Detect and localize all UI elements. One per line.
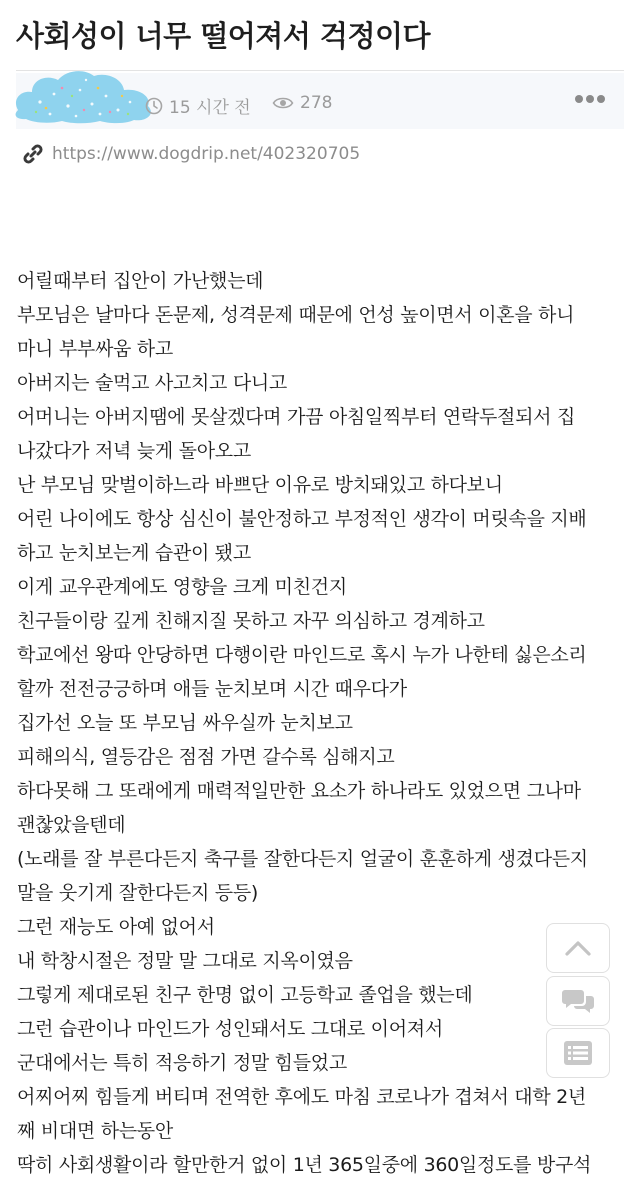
body-line: 내 학창시절은 정말 말 그대로 지옥이였음: [17, 950, 353, 972]
body-line: 어릴때부터 집안이 가난했는데: [17, 270, 264, 292]
body-line: 딱히 사회생활이라 할만한거 없이 1년 365일중에 360일정도를 방구석: [17, 1154, 592, 1176]
body-line: 이게 교우관계에도 영향을 크게 미친건지: [17, 576, 347, 598]
comments-button[interactable]: [546, 976, 610, 1026]
scroll-top-button[interactable]: [546, 923, 610, 973]
body-line: 째 비대면 하는동안: [17, 1120, 173, 1142]
body-line: 할까 전전긍긍하며 애들 눈치보며 시간 때우다가: [17, 678, 407, 700]
post-title: 사회성이 너무 떨어져서 걱정이다: [16, 19, 430, 53]
chevron-up-icon: [564, 939, 592, 957]
link-icon: [22, 143, 44, 165]
body-line: 하고 눈치보는게 습관이 됐고: [17, 542, 251, 564]
body-line: 하다못해 그 또래에게 매력적일만한 요소가 하나라도 있었으면 그나마: [17, 780, 581, 802]
body-line: 친구들이랑 깊게 친해지질 못하고 자꾸 의심하고 경계하고: [17, 610, 485, 632]
list-icon: [563, 1040, 593, 1066]
body-line: 그런 습관이나 마인드가 성인돼서도 그대로 이어져서: [17, 1018, 443, 1040]
body-line: 학교에선 왕따 안당하면 다행이란 마인드로 혹시 누가 나한테 싫은소리: [17, 644, 587, 666]
comments-icon: [561, 987, 595, 1015]
more-dots-icon[interactable]: [574, 92, 606, 106]
post-time-text: 15 시간 전: [169, 98, 251, 118]
body-line: 어머니는 아버지땜에 못살겠다며 가끔 아침일찍부터 연락두절되서 집: [17, 406, 576, 428]
body-line: 피해의식, 열등감은 점점 가면 갈수록 심해지고: [17, 746, 395, 768]
body-line: 괜찮았을텐데: [17, 814, 126, 836]
body-line: 아버지는 술먹고 사고치고 다니고: [17, 372, 287, 394]
body-line: 나갔다가 저녁 늦게 돌아오고: [17, 440, 251, 462]
body-line: (노래를 잘 부른다든지 축구를 잘한다든지 얼굴이 훈훈하게 생겼다든지: [17, 848, 588, 870]
author-sticker-overlay: [10, 66, 160, 124]
post-body: [17, 264, 632, 1182]
eye-icon: [272, 95, 294, 111]
body-line: 어린 나이에도 항상 심신이 불안정하고 부정적인 생각이 머릿속을 지배: [17, 508, 587, 530]
body-line: 어찌어찌 힘들게 버티며 전역한 후에도 마침 코로나가 겹쳐서 대학 2년: [17, 1086, 586, 1108]
body-line: 집가선 오늘 또 부모님 싸우실까 눈치보고: [17, 712, 353, 734]
list-button[interactable]: [546, 1028, 610, 1078]
body-line: 그런 재능도 아예 없어서: [17, 916, 215, 938]
body-line: 말을 웃기게 잘한다든지 등등): [17, 882, 258, 904]
clock-icon: [145, 97, 163, 115]
body-line: 군대에서는 특히 적응하기 정말 힘들었고: [17, 1052, 347, 1074]
post-permalink[interactable]: [22, 143, 360, 165]
body-line: 그렇게 제대로된 친구 한명 없이 고등학교 졸업을 했는데: [17, 984, 473, 1006]
post-url[interactable]: https://www.dogdrip.net/402320705: [52, 144, 361, 164]
post-time: [145, 93, 251, 118]
post-views: [272, 93, 332, 113]
body-line: 마니 부부싸움 하고: [17, 338, 173, 360]
body-line: 부모님은 날마다 돈문제, 성격문제 때문에 언성 높이면서 이혼을 하니: [17, 304, 575, 326]
body-line: 난 부모님 맞벌이하느라 바쁘단 이유로 방치돼있고 하다보니: [17, 474, 503, 496]
post-views-count: 278: [300, 93, 333, 113]
